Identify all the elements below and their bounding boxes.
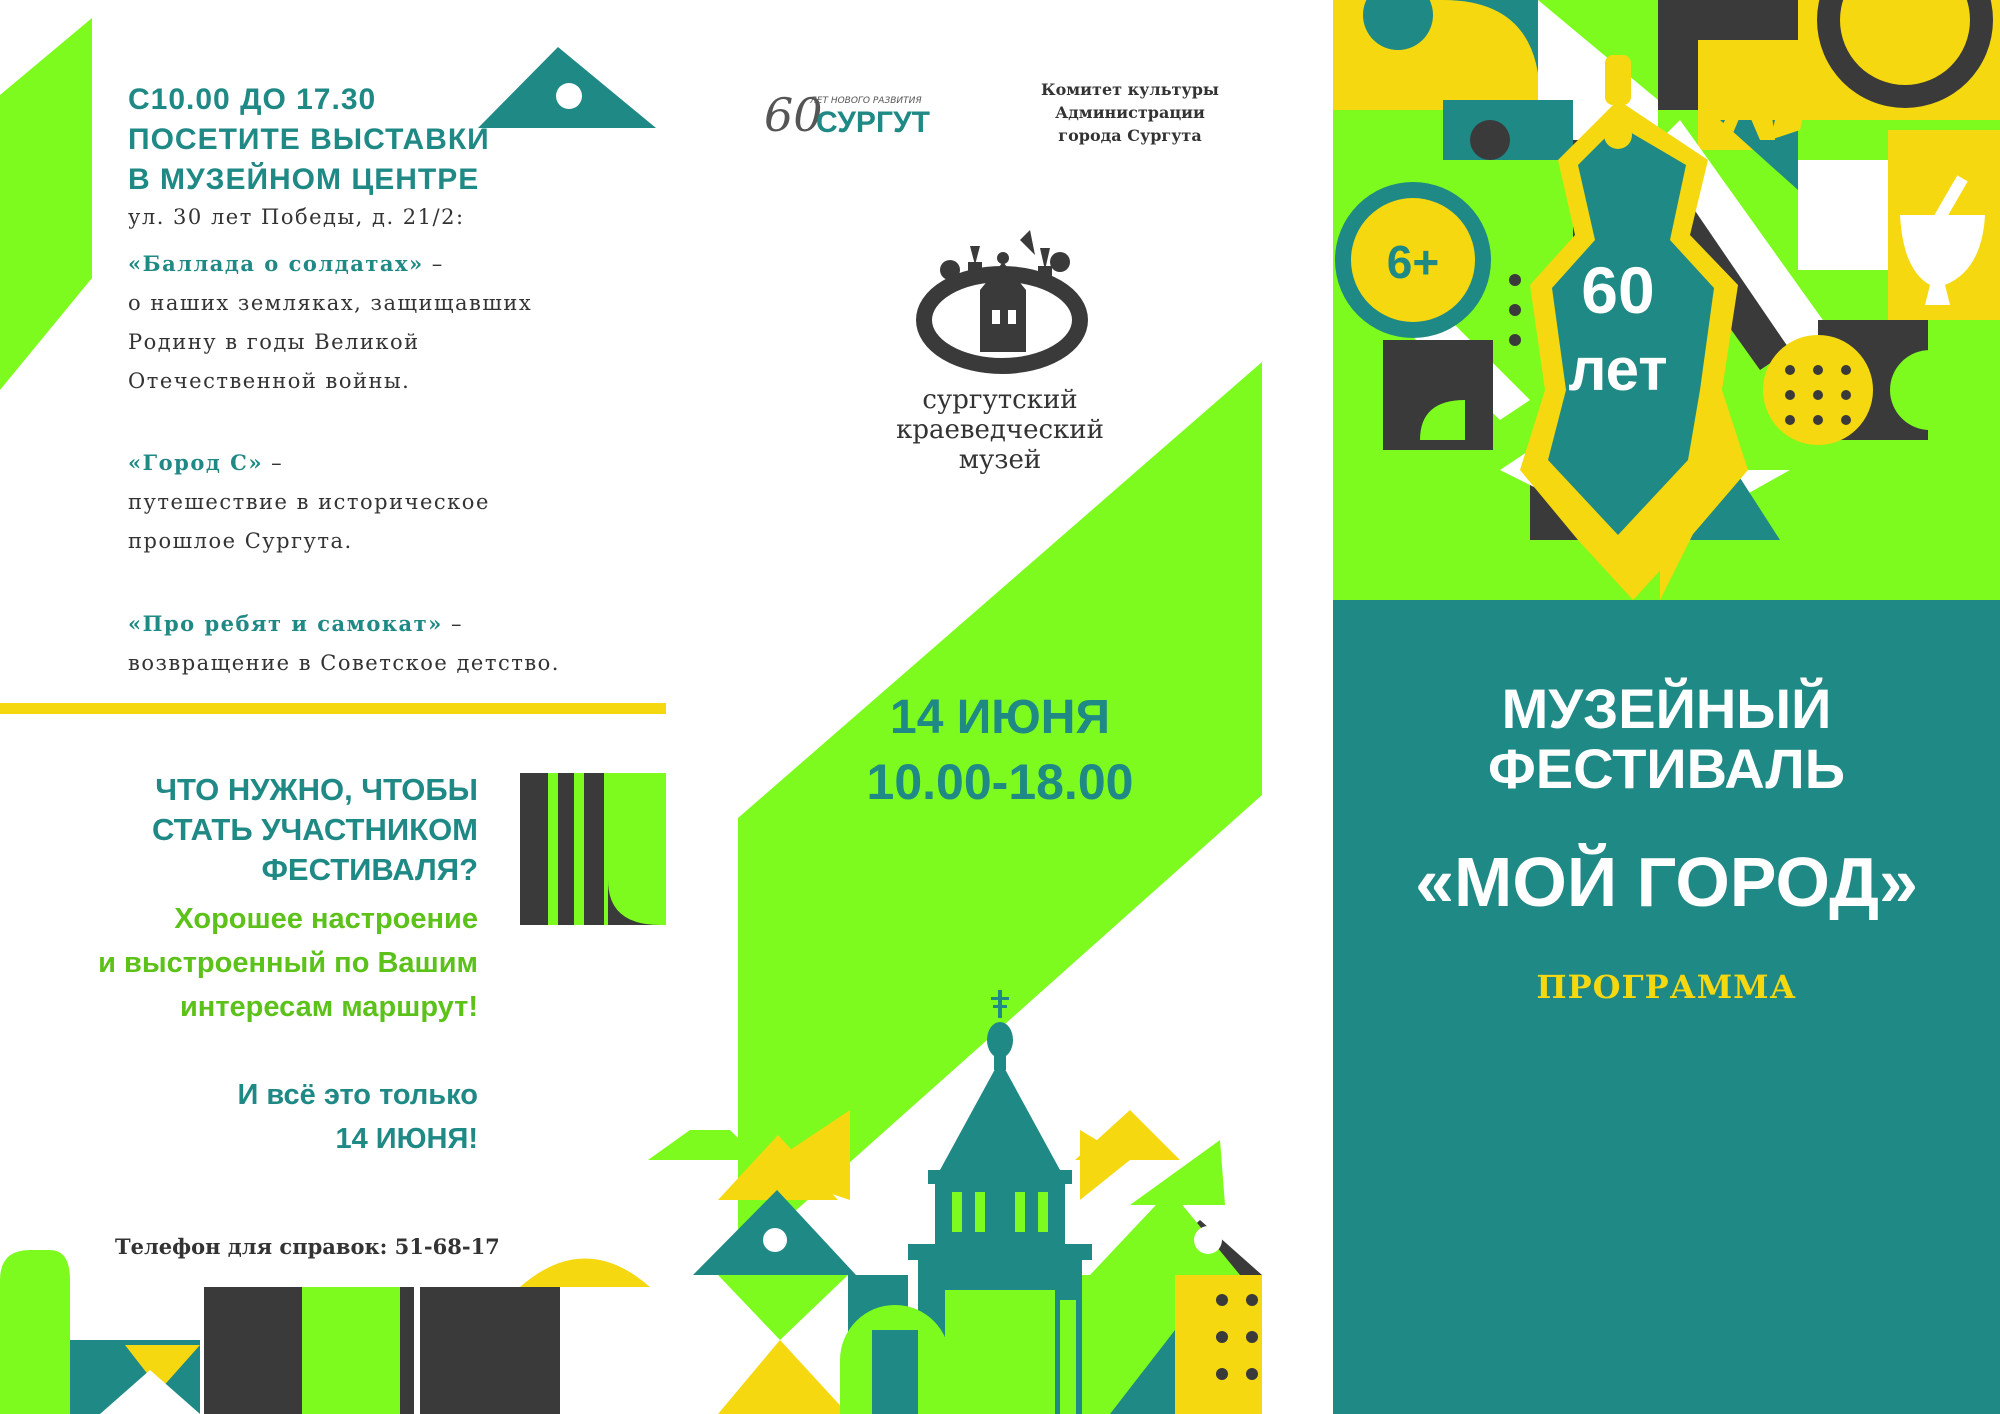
event-time: 10.00-18.00 (866, 754, 1134, 810)
committee-line: Комитет культуры (1041, 80, 1219, 99)
logo-number: 60 (764, 88, 823, 142)
museum-name-line: музей (958, 445, 1042, 475)
exhibit-line: о наших земляках, защищавших (128, 291, 533, 315)
exhibit-heading (128, 80, 490, 200)
exhibit-heading-line: С10.00 ДО 17.30 (128, 83, 377, 116)
exhibit-dash: – (423, 252, 444, 276)
festival-title-line: ФЕСТИВАЛЬ (1488, 737, 1845, 800)
age-rating: 6+ (1386, 236, 1440, 288)
exhibit-title: «Баллада о солдатах» (128, 251, 424, 276)
exhibit-line: возвращение в Советское детство. (128, 651, 560, 675)
question-line: СТАТЬ УЧАСТНИКОМ (151, 812, 478, 847)
logo-small-text: ЛЕТ НОВОГО РАЗВИТИЯ (810, 96, 922, 106)
museum-name (860, 385, 1140, 475)
museum-address: ул. 30 лет Победы, д. 21/2: (128, 205, 465, 229)
exhibit-line: Отечественной войны. (128, 369, 411, 393)
city-anniversary-logo (764, 88, 930, 142)
exhibit-dash: – (442, 612, 463, 636)
exhibit-title: «Про ребят и самокат» (128, 611, 443, 636)
phone-info: Телефон для справок: 51-68-17 (115, 1234, 500, 1259)
museum-name-line: краеведческий (896, 415, 1104, 445)
exhibit-title: «Город С» (128, 450, 263, 475)
only-date-note (100, 1073, 478, 1161)
striped-block-icon (520, 773, 666, 925)
program-label: ПРОГРАММА (1536, 968, 1797, 1006)
exhibit-heading-line: ПОСЕТИТЕ ВЫСТАВКИ (128, 123, 490, 156)
answer-line: и выстроенный по Вашим (98, 947, 478, 979)
exhibit-dash: – (262, 451, 284, 475)
exhibit-item (128, 244, 532, 401)
museum-name-line: сургутский (922, 385, 1078, 415)
participant-answer (40, 897, 478, 1029)
anniversary-word: лет (1568, 336, 1668, 403)
exhibit-item (128, 443, 490, 561)
event-date: 14 ИЮНЯ (890, 691, 1110, 744)
divider-line (0, 703, 666, 714)
committee-line: Администрации (1055, 103, 1205, 122)
participant-question (100, 770, 478, 890)
question-line: ФЕСТИВАЛЯ? (261, 852, 478, 887)
committee-name (1010, 78, 1250, 147)
anniversary-number: 60 (1581, 253, 1655, 327)
exhibit-line: Родину в годы Великой (128, 330, 420, 354)
committee-line: города Сургута (1058, 126, 1202, 145)
exhibit-line: прошлое Сургута. (128, 529, 353, 553)
answer-line: Хорошее настроение (174, 903, 478, 935)
exhibit-heading-line: В МУЗЕЙНОМ ЦЕНТРЕ (128, 163, 480, 196)
question-line: ЧТО НУЖНО, ЧТОБЫ (155, 772, 478, 807)
answer-line: интересам маршрут! (179, 991, 478, 1023)
museum-logo-icon (924, 230, 1080, 366)
logo-city-name: СУРГУТ (816, 106, 930, 139)
only-date-line: И всё это только (237, 1079, 478, 1111)
exhibit-item (128, 604, 560, 683)
festival-title-line: МУЗЕЙНЫЙ (1501, 677, 1832, 740)
only-date-line: 14 ИЮНЯ! (335, 1123, 478, 1155)
exhibit-line: путешествие в историческое (128, 490, 490, 514)
festival-name: «МОЙ ГОРОД» (1415, 843, 1918, 921)
